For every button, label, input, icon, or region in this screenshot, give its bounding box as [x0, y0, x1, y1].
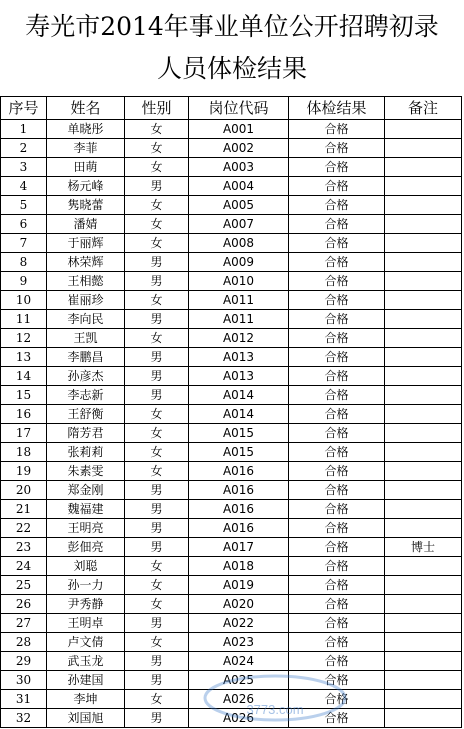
cell-remarks: [385, 709, 462, 728]
cell-remarks: [385, 329, 462, 348]
cell-name: 孙一力: [47, 576, 125, 595]
cell-exam-result: 合格: [289, 595, 385, 614]
cell-exam-result: 合格: [289, 500, 385, 519]
cell-name: 潘婧: [47, 215, 125, 234]
table-row: [1, 405, 462, 424]
cell-index: 2: [1, 139, 47, 158]
cell-name: 朱素雯: [47, 462, 125, 481]
cell-position-code: A024: [189, 652, 289, 671]
table-row: [1, 234, 462, 253]
cell-remarks: [385, 462, 462, 481]
cell-gender: 男: [125, 538, 189, 557]
cell-position-code: A025: [189, 671, 289, 690]
cell-position-code: A009: [189, 253, 289, 272]
cell-position-code: A011: [189, 310, 289, 329]
cell-exam-result: 合格: [289, 405, 385, 424]
cell-index: 22: [1, 519, 47, 538]
cell-name: 李鹏昌: [47, 348, 125, 367]
table-row: [1, 310, 462, 329]
cell-gender: 女: [125, 557, 189, 576]
header-gender: 性别: [125, 97, 189, 120]
cell-index: 7: [1, 234, 47, 253]
cell-position-code: A013: [189, 367, 289, 386]
table-row: [1, 557, 462, 576]
table-row: [1, 519, 462, 538]
table-row: [1, 633, 462, 652]
cell-remarks: [385, 557, 462, 576]
table-row: [1, 690, 462, 709]
cell-gender: 男: [125, 652, 189, 671]
table-row: [1, 538, 462, 557]
cell-index: 24: [1, 557, 47, 576]
cell-position-code: A022: [189, 614, 289, 633]
cell-position-code: A019: [189, 576, 289, 595]
cell-name: 魏福建: [47, 500, 125, 519]
table-row: [1, 652, 462, 671]
cell-name: 武玉龙: [47, 652, 125, 671]
cell-exam-result: 合格: [289, 443, 385, 462]
cell-exam-result: 合格: [289, 272, 385, 291]
cell-index: 30: [1, 671, 47, 690]
cell-remarks: [385, 481, 462, 500]
table-row: [1, 443, 462, 462]
cell-position-code: A016: [189, 500, 289, 519]
cell-index: 9: [1, 272, 47, 291]
cell-exam-result: 合格: [289, 576, 385, 595]
cell-gender: 女: [125, 595, 189, 614]
cell-index: 32: [1, 709, 47, 728]
cell-gender: 女: [125, 139, 189, 158]
table-row: [1, 671, 462, 690]
cell-position-code: A016: [189, 462, 289, 481]
cell-gender: 女: [125, 462, 189, 481]
cell-remarks: [385, 253, 462, 272]
cell-exam-result: 合格: [289, 690, 385, 709]
cell-index: 13: [1, 348, 47, 367]
table-row: [1, 253, 462, 272]
cell-gender: 男: [125, 177, 189, 196]
table-row: [1, 709, 462, 728]
cell-gender: 女: [125, 690, 189, 709]
cell-gender: 男: [125, 709, 189, 728]
cell-gender: 女: [125, 329, 189, 348]
cell-exam-result: 合格: [289, 614, 385, 633]
cell-gender: 女: [125, 120, 189, 139]
cell-remarks: [385, 671, 462, 690]
table-row: [1, 120, 462, 139]
cell-exam-result: 合格: [289, 253, 385, 272]
cell-position-code: A005: [189, 196, 289, 215]
cell-remarks: [385, 595, 462, 614]
cell-gender: 女: [125, 424, 189, 443]
cell-remarks: [385, 652, 462, 671]
cell-remarks: [385, 158, 462, 177]
cell-index: 28: [1, 633, 47, 652]
cell-gender: 女: [125, 633, 189, 652]
cell-exam-result: 合格: [289, 538, 385, 557]
cell-remarks: [385, 177, 462, 196]
cell-exam-result: 合格: [289, 367, 385, 386]
cell-index: 16: [1, 405, 47, 424]
cell-index: 17: [1, 424, 47, 443]
cell-exam-result: 合格: [289, 709, 385, 728]
table-row: [1, 462, 462, 481]
cell-gender: 男: [125, 348, 189, 367]
cell-position-code: A014: [189, 405, 289, 424]
cell-position-code: A015: [189, 443, 289, 462]
cell-position-code: A002: [189, 139, 289, 158]
cell-gender: 男: [125, 367, 189, 386]
cell-gender: 女: [125, 291, 189, 310]
cell-name: 崔丽珍: [47, 291, 125, 310]
table-row: [1, 139, 462, 158]
cell-position-code: A018: [189, 557, 289, 576]
cell-position-code: A016: [189, 519, 289, 538]
cell-name: 王相懿: [47, 272, 125, 291]
cell-remarks: [385, 405, 462, 424]
cell-remarks: [385, 348, 462, 367]
results-table: [0, 96, 462, 728]
cell-remarks: [385, 291, 462, 310]
cell-index: 4: [1, 177, 47, 196]
cell-gender: 男: [125, 386, 189, 405]
cell-name: 隋芳君: [47, 424, 125, 443]
cell-remarks: [385, 424, 462, 443]
cell-name: 杨元峰: [47, 177, 125, 196]
cell-name: 孙彦杰: [47, 367, 125, 386]
cell-exam-result: 合格: [289, 386, 385, 405]
table-row: [1, 595, 462, 614]
table-row: [1, 196, 462, 215]
table-row: [1, 177, 462, 196]
cell-name: 李向民: [47, 310, 125, 329]
table-row: [1, 424, 462, 443]
cell-remarks: [385, 367, 462, 386]
cell-exam-result: 合格: [289, 139, 385, 158]
cell-index: 21: [1, 500, 47, 519]
cell-position-code: A001: [189, 120, 289, 139]
cell-remarks: [385, 519, 462, 538]
cell-position-code: A014: [189, 386, 289, 405]
title-line-2: 人员体检结果: [156, 54, 307, 83]
cell-remarks: [385, 386, 462, 405]
cell-gender: 男: [125, 519, 189, 538]
cell-name: 林荣辉: [47, 253, 125, 272]
cell-remarks: [385, 196, 462, 215]
cell-index: 25: [1, 576, 47, 595]
cell-remarks: [385, 633, 462, 652]
cell-name: 卢文倩: [47, 633, 125, 652]
cell-gender: 男: [125, 671, 189, 690]
cell-exam-result: 合格: [289, 348, 385, 367]
cell-gender: 男: [125, 614, 189, 633]
table-body: [1, 120, 462, 728]
cell-index: 20: [1, 481, 47, 500]
cell-index: 5: [1, 196, 47, 215]
cell-index: 6: [1, 215, 47, 234]
header-exam-result: 体检结果: [289, 97, 385, 120]
table-row: [1, 348, 462, 367]
cell-index: 11: [1, 310, 47, 329]
cell-index: 15: [1, 386, 47, 405]
header-remarks: 备注: [385, 97, 462, 120]
cell-remarks: [385, 443, 462, 462]
cell-exam-result: 合格: [289, 424, 385, 443]
header-row: [1, 97, 462, 120]
cell-gender: 男: [125, 253, 189, 272]
cell-name: 王凯: [47, 329, 125, 348]
cell-remarks: [385, 614, 462, 633]
cell-name: 孙建国: [47, 671, 125, 690]
cell-gender: 女: [125, 196, 189, 215]
cell-remarks: [385, 215, 462, 234]
table-row: [1, 329, 462, 348]
cell-index: 26: [1, 595, 47, 614]
header-index: 序号: [1, 97, 47, 120]
cell-exam-result: 合格: [289, 158, 385, 177]
cell-name: 王明卓: [47, 614, 125, 633]
cell-index: 31: [1, 690, 47, 709]
cell-position-code: A017: [189, 538, 289, 557]
cell-name: 李菲: [47, 139, 125, 158]
cell-exam-result: 合格: [289, 215, 385, 234]
cell-exam-result: 合格: [289, 120, 385, 139]
cell-position-code: A010: [189, 272, 289, 291]
header-position-code: 岗位代码: [189, 97, 289, 120]
cell-name: 尹秀静: [47, 595, 125, 614]
table-row: [1, 367, 462, 386]
cell-exam-result: 合格: [289, 652, 385, 671]
cell-position-code: A008: [189, 234, 289, 253]
cell-name: 刘聪: [47, 557, 125, 576]
table-row: [1, 215, 462, 234]
header-name: 姓名: [47, 97, 125, 120]
cell-exam-result: 合格: [289, 196, 385, 215]
cell-index: 29: [1, 652, 47, 671]
cell-position-code: A016: [189, 481, 289, 500]
cell-position-code: A011: [189, 291, 289, 310]
cell-index: 14: [1, 367, 47, 386]
cell-remarks: [385, 234, 462, 253]
cell-position-code: A007: [189, 215, 289, 234]
table-row: [1, 291, 462, 310]
cell-name: 郑金刚: [47, 481, 125, 500]
table-row: [1, 386, 462, 405]
cell-gender: 女: [125, 405, 189, 424]
cell-position-code: A013: [189, 348, 289, 367]
table-row: [1, 500, 462, 519]
cell-name: 张莉莉: [47, 443, 125, 462]
cell-exam-result: 合格: [289, 557, 385, 576]
cell-exam-result: 合格: [289, 234, 385, 253]
cell-remarks: [385, 690, 462, 709]
cell-exam-result: 合格: [289, 481, 385, 500]
cell-exam-result: 合格: [289, 519, 385, 538]
cell-name: 田萌: [47, 158, 125, 177]
cell-gender: 男: [125, 500, 189, 519]
cell-remarks: [385, 576, 462, 595]
cell-position-code: A015: [189, 424, 289, 443]
table-row: [1, 158, 462, 177]
table-row: [1, 481, 462, 500]
cell-index: 27: [1, 614, 47, 633]
cell-position-code: A003: [189, 158, 289, 177]
table-row: [1, 614, 462, 633]
cell-name: 于丽辉: [47, 234, 125, 253]
cell-index: 18: [1, 443, 47, 462]
cell-position-code: A004: [189, 177, 289, 196]
table-row: [1, 272, 462, 291]
cell-position-code: A026: [189, 690, 289, 709]
cell-index: 3: [1, 158, 47, 177]
cell-position-code: A023: [189, 633, 289, 652]
cell-gender: 女: [125, 215, 189, 234]
cell-exam-result: 合格: [289, 462, 385, 481]
cell-position-code: A020: [189, 595, 289, 614]
cell-name: 隽晓蕾: [47, 196, 125, 215]
cell-name: 王舒衡: [47, 405, 125, 424]
cell-gender: 女: [125, 443, 189, 462]
cell-name: 李志新: [47, 386, 125, 405]
document-title: [0, 0, 464, 94]
cell-index: 10: [1, 291, 47, 310]
cell-exam-result: 合格: [289, 291, 385, 310]
cell-gender: 女: [125, 234, 189, 253]
watermark-text: 3773.com: [246, 702, 304, 717]
cell-name: 李坤: [47, 690, 125, 709]
cell-gender: 女: [125, 158, 189, 177]
cell-remarks: 博士: [385, 538, 462, 557]
cell-exam-result: 合格: [289, 671, 385, 690]
cell-gender: 男: [125, 481, 189, 500]
cell-index: 12: [1, 329, 47, 348]
cell-exam-result: 合格: [289, 310, 385, 329]
cell-remarks: [385, 120, 462, 139]
cell-name: 王明亮: [47, 519, 125, 538]
cell-exam-result: 合格: [289, 329, 385, 348]
cell-remarks: [385, 310, 462, 329]
cell-index: 23: [1, 538, 47, 557]
cell-position-code: A012: [189, 329, 289, 348]
cell-name: 刘国旭: [47, 709, 125, 728]
cell-remarks: [385, 272, 462, 291]
table-row: [1, 576, 462, 595]
cell-position-code: A026: [189, 709, 289, 728]
cell-index: 19: [1, 462, 47, 481]
cell-exam-result: 合格: [289, 633, 385, 652]
cell-remarks: [385, 139, 462, 158]
cell-name: 彭佃亮: [47, 538, 125, 557]
cell-gender: 女: [125, 576, 189, 595]
cell-name: 单晓彤: [47, 120, 125, 139]
cell-gender: 男: [125, 272, 189, 291]
cell-gender: 男: [125, 310, 189, 329]
cell-index: 1: [1, 120, 47, 139]
cell-index: 8: [1, 253, 47, 272]
cell-exam-result: 合格: [289, 177, 385, 196]
title-line-1: 寿光市2014年事业单位公开招聘初录: [25, 12, 439, 41]
cell-remarks: [385, 500, 462, 519]
